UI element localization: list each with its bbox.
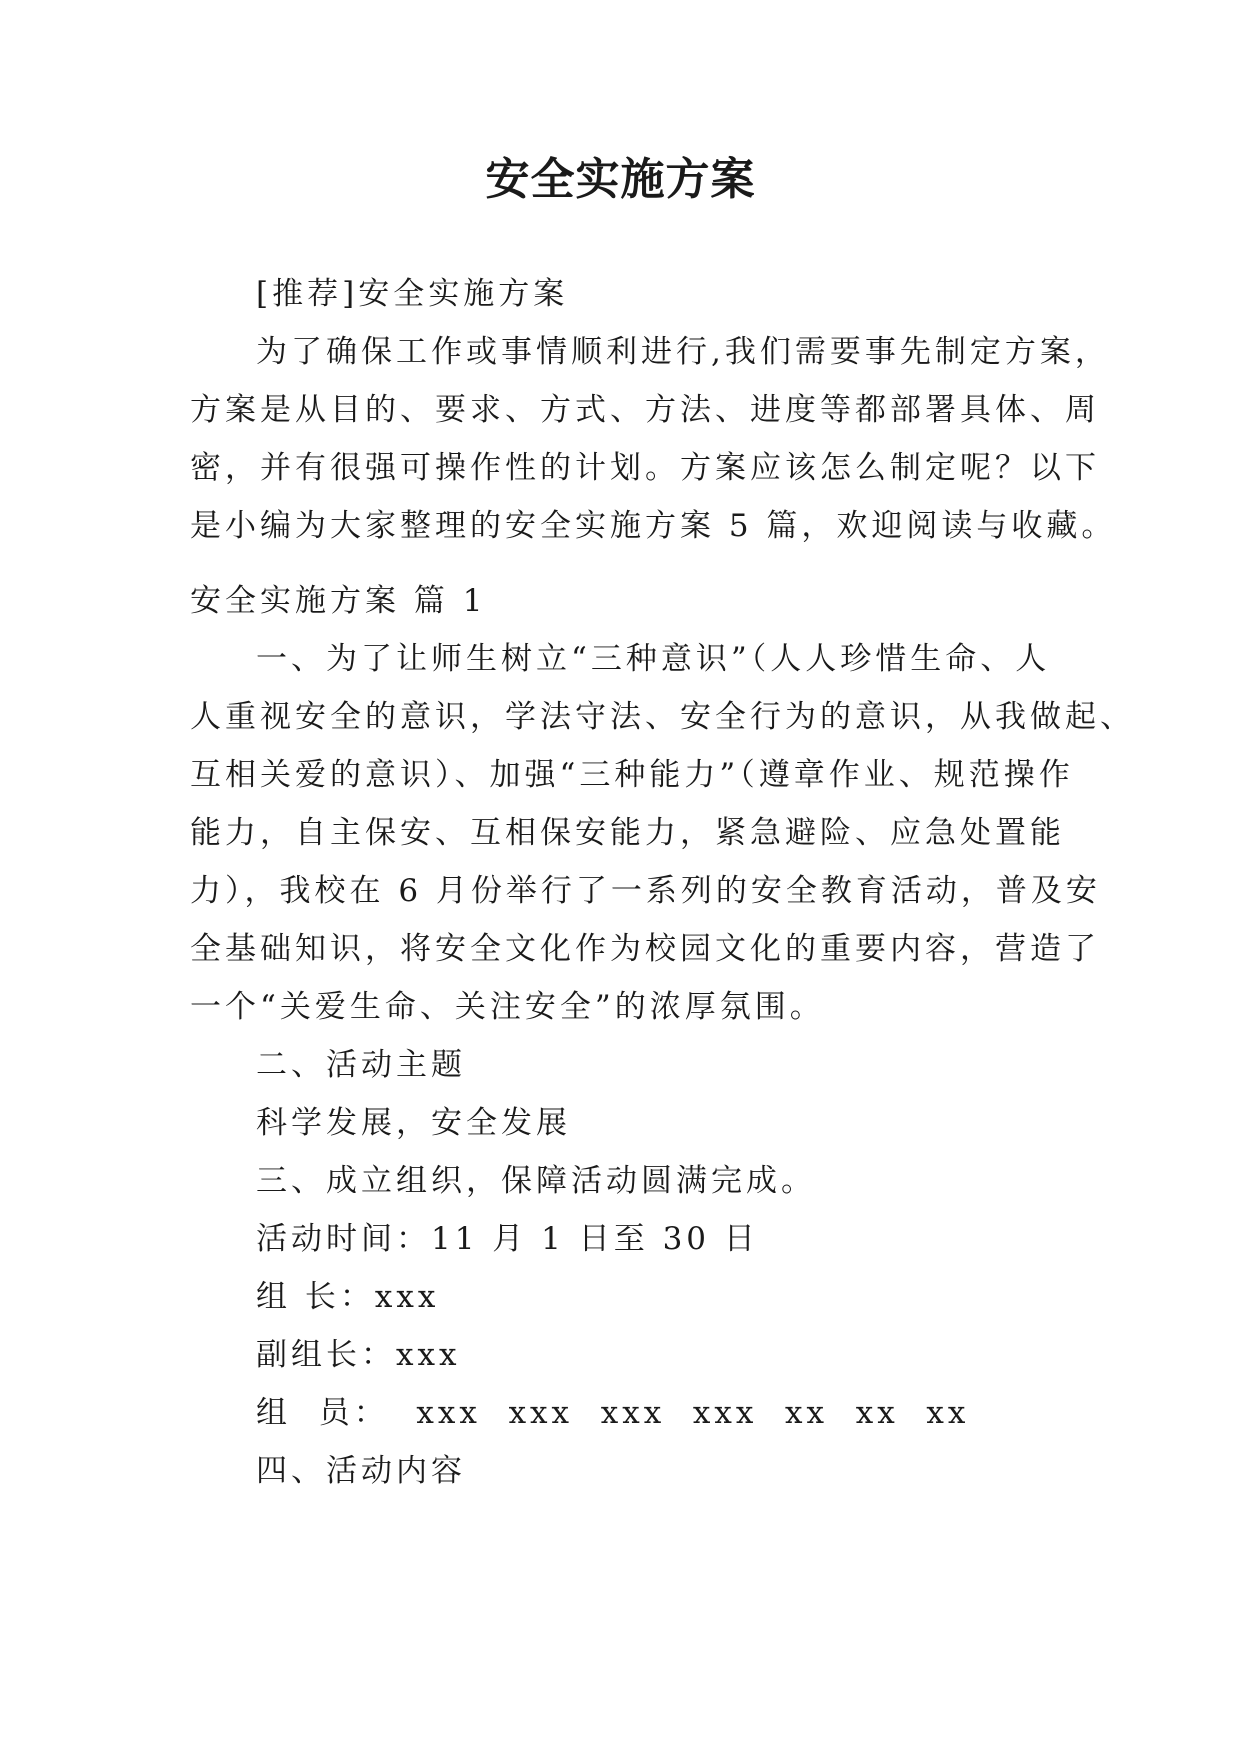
intro-line-4: 是小编为大家整理的安全实施方案 5 篇，欢迎阅读与收藏。 xyxy=(190,508,1117,544)
recommend-line: [推荐]安全实施方案 xyxy=(256,276,569,312)
section-heading: 安全实施方案 篇 1 xyxy=(190,583,487,619)
deputy-leader: 副组长：xxx xyxy=(256,1337,461,1373)
section-para-line-1: 一、为了让师生树立“三种意识”（人人珍惜生命、人 xyxy=(256,641,1051,677)
section-para-line-4: 能力，自主保安、互相保安能力，紧急避险、应急处置能 xyxy=(190,815,1065,851)
section-1 xyxy=(190,572,1135,1500)
intro-line-2: 方案是从目的、要求、方式、方法、进度等都部署具体、周 xyxy=(190,392,1100,428)
group-leader: 组 长：xxx xyxy=(256,1279,440,1315)
document-title: 安全实施方案 xyxy=(485,154,756,205)
organization-heading: 三、成立组织，保障活动圆满完成。 xyxy=(256,1163,816,1199)
activity-content-heading: 四、活动内容 xyxy=(256,1453,466,1489)
section-para-line-2: 人重视安全的意识，学法守法、安全行为的意识，从我做起、 xyxy=(190,699,1135,735)
section-para-line-3: 互相关爱的意识）、加强“三种能力”（遵章作业、规范操作 xyxy=(190,757,1074,793)
section-para-line-6: 全基础知识，将安全文化作为校园文化的重要内容，营造了 xyxy=(190,931,1100,967)
group-members: 组 员： xxx xxx xxx xxx xx xx xx xyxy=(256,1395,970,1431)
intro-line-3: 密，并有很强可操作性的计划。方案应该怎么制定呢？以下 xyxy=(190,450,1100,486)
section-para-line-5: 力），我校在 6 月份举行了一系列的安全教育活动，普及安 xyxy=(190,873,1101,909)
intro-section xyxy=(190,265,1117,555)
intro-line-1: 为了确保工作或事情顺利进行,我们需要事先制定方案， xyxy=(256,334,1110,370)
activity-time: 活动时间：11 月 1 日至 30 日 xyxy=(256,1221,759,1257)
activity-theme-text: 科学发展，安全发展 xyxy=(256,1105,571,1141)
activity-theme-heading: 二、活动主题 xyxy=(256,1047,466,1083)
section-para-line-7: 一个“关爱生命、关注安全”的浓厚氛围。 xyxy=(190,989,825,1025)
